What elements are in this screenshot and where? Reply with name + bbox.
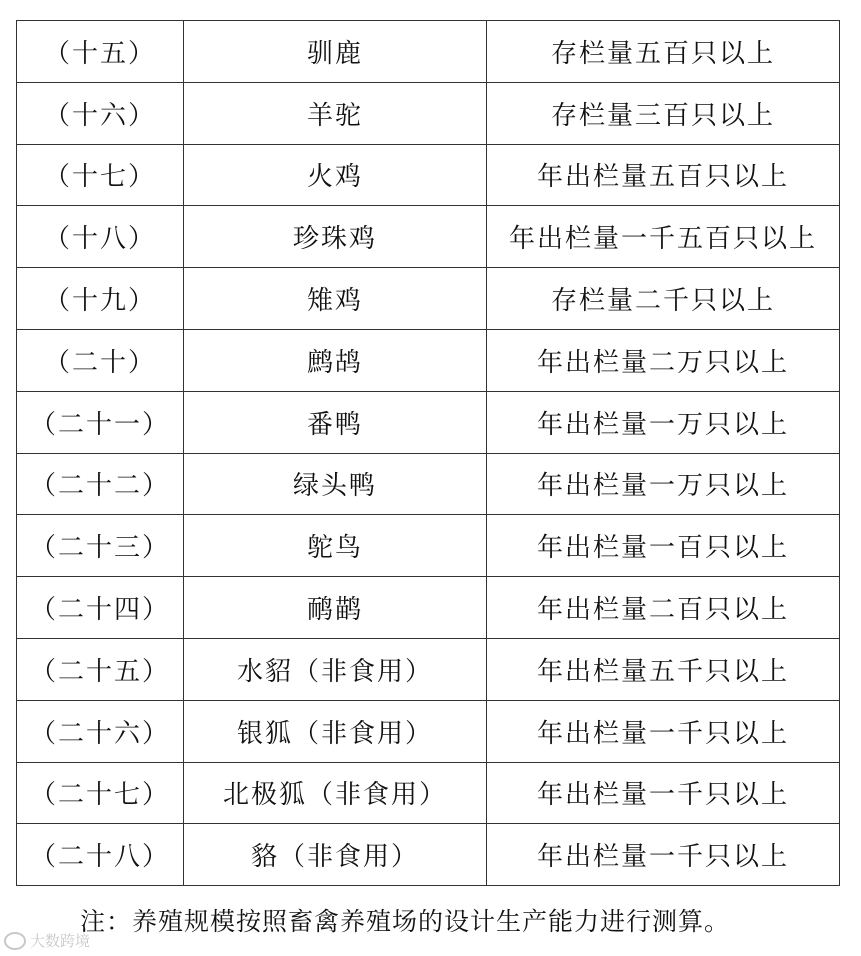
scale-cell: 年出栏量一千只以上 (487, 824, 840, 886)
table-row (17, 329, 840, 391)
species-cell: 鹧鸪 (184, 329, 487, 391)
table-body (17, 21, 840, 886)
breeding-scale-table-container (16, 20, 839, 886)
species-cell: 貉（非食用） (184, 824, 487, 886)
watermark (4, 930, 90, 951)
row-number-cell: （二十六） (17, 700, 184, 762)
species-cell: 驯鹿 (184, 21, 487, 83)
species-cell: 雉鸡 (184, 268, 487, 330)
scale-cell: 年出栏量二百只以上 (487, 577, 840, 639)
row-number-cell: （二十） (17, 329, 184, 391)
table-row (17, 638, 840, 700)
table-row (17, 268, 840, 330)
watermark-text: 大数跨境 (30, 932, 91, 950)
row-number-cell: （二十七） (17, 762, 184, 824)
species-cell: 火鸡 (184, 144, 487, 206)
scale-cell: 年出栏量一万只以上 (487, 453, 840, 515)
row-number-cell: （二十一） (17, 391, 184, 453)
species-cell: 鸵鸟 (184, 515, 487, 577)
scale-cell: 年出栏量五百只以上 (487, 144, 840, 206)
table-row (17, 762, 840, 824)
breeding-scale-table (16, 20, 840, 886)
scale-cell: 年出栏量一千只以上 (487, 762, 840, 824)
row-number-cell: （二十四） (17, 577, 184, 639)
table-row (17, 515, 840, 577)
scale-cell: 年出栏量五千只以上 (487, 638, 840, 700)
row-number-cell: （十五） (17, 21, 184, 83)
species-cell: 鸸鹋 (184, 577, 487, 639)
species-cell: 水貂（非食用） (184, 638, 487, 700)
scale-cell: 年出栏量一千五百只以上 (487, 206, 840, 268)
table-row (17, 824, 840, 886)
watermark-logo-icon (4, 932, 26, 950)
species-cell: 绿头鸭 (184, 453, 487, 515)
table-row (17, 700, 840, 762)
scale-cell: 年出栏量一万只以上 (487, 391, 840, 453)
scale-cell: 存栏量三百只以上 (487, 82, 840, 144)
row-number-cell: （十七） (17, 144, 184, 206)
row-number-cell: （十八） (17, 206, 184, 268)
table-row (17, 577, 840, 639)
species-cell: 番鸭 (184, 391, 487, 453)
table-row (17, 453, 840, 515)
row-number-cell: （二十三） (17, 515, 184, 577)
species-cell: 银狐（非食用） (184, 700, 487, 762)
row-number-cell: （十九） (17, 268, 184, 330)
scale-cell: 年出栏量一百只以上 (487, 515, 840, 577)
species-cell: 北极狐（非食用） (184, 762, 487, 824)
row-number-cell: （十六） (17, 82, 184, 144)
table-row (17, 391, 840, 453)
scale-cell: 存栏量二千只以上 (487, 268, 840, 330)
scale-cell: 年出栏量二万只以上 (487, 329, 840, 391)
row-number-cell: （二十五） (17, 638, 184, 700)
footnote: 注：养殖规模按照畜禽养殖场的设计生产能力进行测算。 (80, 907, 731, 936)
scale-cell: 年出栏量一千只以上 (487, 700, 840, 762)
scale-cell: 存栏量五百只以上 (487, 21, 840, 83)
row-number-cell: （二十八） (17, 824, 184, 886)
species-cell: 珍珠鸡 (184, 206, 487, 268)
table-row (17, 82, 840, 144)
row-number-cell: （二十二） (17, 453, 184, 515)
species-cell: 羊驼 (184, 82, 487, 144)
table-row (17, 144, 840, 206)
table-row (17, 21, 840, 83)
table-row (17, 206, 840, 268)
